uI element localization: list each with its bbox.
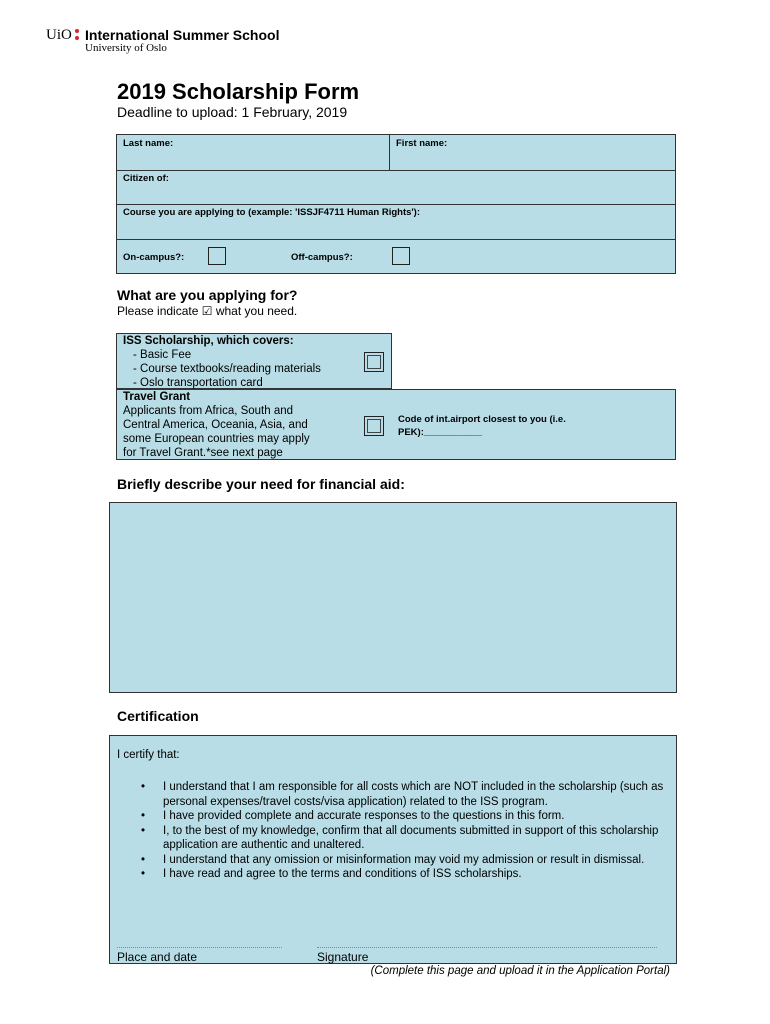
travel-grant-description: for Travel Grant.*see next page [123,447,283,459]
on-campus-checkbox[interactable] [208,247,226,265]
iss-item: - Course textbooks/reading materials [133,363,321,375]
travel-grant-description: Central America, Oceania, Asia, and [123,419,308,431]
off-campus-checkbox[interactable] [392,247,410,265]
list-item: • I have read and agree to the terms and conditions of ISS scholarships. [117,867,669,882]
first-name-label: First name: [396,138,448,149]
list-item: • I understand that I am responsible for all costs which are NOT included in the scholarship (such as personal expenses/travel costs/visa application) related to the ISS program. [117,780,669,809]
certification-heading: Certification [117,708,199,724]
logo-colon-icon [75,29,80,43]
off-campus-label: Off-campus?: [291,252,353,263]
list-item: • I, to the best of my knowledge, confirm that all documents submitted in support of this scholarship application are authentic and unaltered. [117,824,669,853]
airport-code-field[interactable] [428,426,492,438]
first-name-field[interactable] [390,150,675,169]
signature-label: Signature [317,950,369,964]
place-date-field[interactable] [117,932,282,947]
place-date-label: Place and date [117,950,198,964]
iss-scholarship-title: ISS Scholarship, which covers: [123,335,294,347]
airport-code-label: Code of int.airport closest to you (i.e. PEK):___________ [398,414,566,438]
applying-instruction: Please indicate ☑ what you need. [117,304,298,318]
travel-grant-title: Travel Grant [123,391,191,403]
course-field[interactable] [117,219,675,238]
iss-item: - Basic Fee [133,349,192,361]
deadline-text: Deadline to upload: 1 February, 2019 [117,104,348,120]
last-name-label: Last name: [123,138,174,149]
travel-grant-description: Applicants from Africa, South and [123,405,294,417]
signature-line [317,947,657,948]
uio-logo: UiO [46,27,72,43]
list-item: • I have provided complete and accurate responses to the questions in this form. [117,809,669,824]
last-name-field[interactable] [117,150,388,169]
school-name: International Summer School [85,27,280,43]
page-title: 2019 Scholarship Form [117,79,360,104]
university-name: University of Oslo [85,42,167,54]
place-date-line [117,947,282,948]
list-item: • I understand that any omission or misinformation may void my admission or result in dismissal. [117,853,669,868]
travel-grant-description: some European countries may apply [123,433,310,445]
checked-box-icon: ☑ [201,304,213,318]
on-campus-label: On-campus?: [123,252,185,263]
certification-intro: I certify that: [117,749,180,761]
citizen-field[interactable] [117,185,675,203]
iss-scholarship-checkbox[interactable] [364,352,384,372]
citizen-label: Citizen of: [123,173,169,184]
course-label: Course you are applying to (example: 'ISSJF4711 Human Rights'): [123,207,420,218]
financial-aid-heading: Briefly describe your need for financial aid: [117,476,405,492]
applying-heading: What are you applying for? [117,287,298,303]
signature-field[interactable] [317,932,657,947]
certification-list [117,780,669,882]
financial-aid-textarea[interactable] [109,502,677,693]
travel-grant-checkbox[interactable] [364,416,384,436]
footer-note: (Complete this page and upload it in the Application Portal) [370,965,670,977]
iss-item: - Oslo transportation card [133,377,263,389]
